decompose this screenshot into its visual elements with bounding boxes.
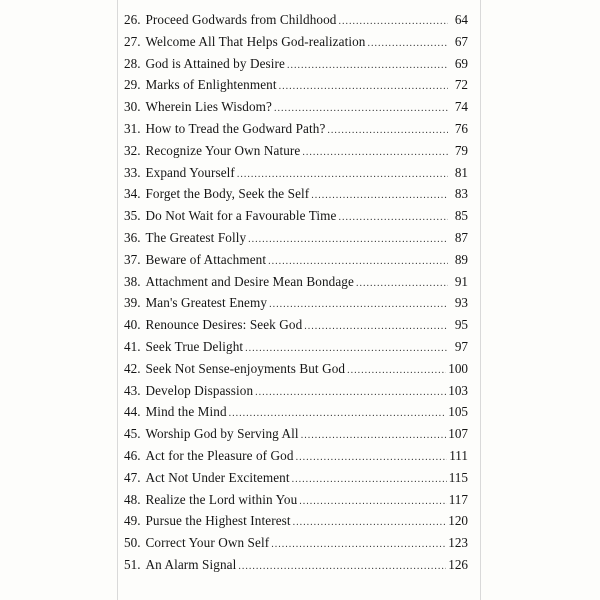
toc-dot-leader: [338, 212, 448, 223]
toc-dot-leader: [338, 16, 448, 27]
toc-entry: [124, 252, 468, 274]
toc-dot-leader: [356, 278, 448, 289]
toc-entry-page-number: 83: [454, 186, 468, 202]
toc-entry-page-number: 111: [449, 447, 468, 463]
toc-entry-number: 32.: [124, 142, 141, 158]
toc-dot-leader: [347, 365, 446, 376]
toc-entry: [124, 492, 468, 514]
toc-entry-page-number: 95: [454, 317, 468, 333]
toc-entry-number: 35.: [124, 208, 141, 224]
toc-entry-page-number: 87: [454, 229, 468, 245]
page-left-edge: [117, 0, 118, 600]
toc-entry-title: Attachment and Desire Mean Bondage: [145, 273, 354, 289]
toc-entry-page-number: 126: [448, 556, 468, 572]
toc-entry: [124, 230, 468, 252]
toc-entry-number: 27.: [124, 33, 141, 49]
toc-entry-number: 43.: [124, 382, 141, 398]
toc-dot-leader: [238, 561, 446, 572]
toc-dot-leader: [229, 408, 447, 419]
toc-entry-number: 45.: [124, 426, 141, 442]
toc-entry-page-number: 85: [454, 208, 468, 224]
toc-entry-title: Recognize Your Own Nature: [145, 142, 301, 158]
toc-entry-number: 42.: [124, 360, 141, 376]
toc-entry: [124, 295, 468, 317]
toc-entry-number: 37.: [124, 251, 141, 267]
toc-entry-title: Act for the Pleasure of God: [145, 447, 294, 463]
toc-entry-title: Welcome All That Helps God-realization: [145, 33, 366, 49]
toc-dot-leader: [301, 430, 447, 441]
toc-entry-number: 46.: [124, 447, 141, 463]
toc-entry-number: 33.: [124, 164, 141, 180]
toc-dot-leader: [274, 103, 448, 114]
toc-entry-title: God is Attained by Desire: [145, 55, 285, 71]
toc-entry-title: Wherein Lies Wisdom?: [145, 99, 272, 115]
toc-entry-title: Man's Greatest Enemy: [145, 295, 268, 311]
toc-entry-title: Worship God by Serving All: [145, 426, 299, 442]
toc-entry-number: 39.: [124, 295, 141, 311]
toc-entry: [124, 56, 468, 78]
toc-entry-page-number: 123: [448, 535, 468, 551]
toc-dot-leader: [287, 60, 448, 71]
table-of-contents: [124, 12, 468, 579]
toc-dot-leader: [255, 387, 446, 398]
toc-entry: [124, 361, 468, 383]
toc-entry-number: 49.: [124, 513, 141, 529]
toc-entry-number: 44.: [124, 404, 141, 420]
toc-entry-number: 40.: [124, 317, 141, 333]
toc-entry-page-number: 91: [454, 273, 468, 289]
toc-dot-leader: [248, 234, 448, 245]
toc-dot-leader: [327, 125, 448, 136]
toc-entry-number: 29.: [124, 77, 141, 93]
toc-entry-title: The Greatest Folly: [145, 229, 247, 245]
toc-entry-page-number: 69: [454, 55, 468, 71]
page-right-edge: [480, 0, 481, 600]
toc-entry: [124, 339, 468, 361]
toc-entry-title: Realize the Lord within You: [145, 491, 298, 507]
toc-entry-page-number: 81: [454, 164, 468, 180]
toc-entry-title: Beware of Attachment: [145, 251, 267, 267]
toc-entry: [124, 535, 468, 557]
toc-entry: [124, 165, 468, 187]
toc-entry: [124, 383, 468, 405]
toc-entry-page-number: 64: [454, 12, 468, 27]
toc-entry-page-number: 67: [454, 33, 468, 49]
toc-entry: [124, 143, 468, 165]
toc-dot-leader: [292, 474, 447, 485]
toc-dot-leader: [296, 452, 448, 463]
toc-entry: [124, 557, 468, 579]
toc-entry-number: 41.: [124, 338, 141, 354]
toc-entry-page-number: 117: [448, 491, 468, 507]
toc-dot-leader: [269, 299, 448, 310]
toc-entry: [124, 404, 468, 426]
toc-entry-number: 30.: [124, 99, 141, 115]
toc-entry: [124, 121, 468, 143]
toc-entry-title: Correct Your Own Self: [145, 535, 270, 551]
toc-entry-page-number: 107: [448, 426, 468, 442]
toc-dot-leader: [311, 190, 448, 201]
toc-entry-number: 47.: [124, 469, 141, 485]
toc-entry-title: Proceed Godwards from Childhood: [145, 12, 337, 27]
toc-entry: [124, 12, 468, 34]
toc-entry-number: 38.: [124, 273, 141, 289]
toc-entry-number: 28.: [124, 55, 141, 71]
toc-entry-number: 26.: [124, 12, 141, 27]
toc-entry-title: Seek True Delight: [145, 338, 244, 354]
toc-entry-title: Seek Not Sense-enjoyments But God: [145, 360, 346, 376]
toc-entry-page-number: 93: [454, 295, 468, 311]
toc-entry: [124, 77, 468, 99]
toc-dot-leader: [245, 343, 448, 354]
toc-entry: [124, 513, 468, 535]
toc-entry-number: 50.: [124, 535, 141, 551]
toc-entry-page-number: 120: [448, 513, 468, 529]
toc-entry-page-number: 103: [448, 382, 468, 398]
toc-entry-number: 48.: [124, 491, 141, 507]
toc-entry-title: Renounce Desires: Seek God: [145, 317, 303, 333]
toc-entry-title: How to Tread the Godward Path?: [145, 120, 326, 136]
toc-entry-title: Expand Yourself: [145, 164, 235, 180]
toc-dot-leader: [299, 496, 446, 507]
toc-entry: [124, 274, 468, 296]
toc-entry-page-number: 105: [448, 404, 468, 420]
toc-entry-page-number: 72: [454, 77, 468, 93]
toc-entry-page-number: 100: [448, 360, 468, 376]
toc-dot-leader: [268, 256, 448, 267]
toc-dot-leader: [279, 81, 448, 92]
toc-entry-number: 31.: [124, 120, 141, 136]
toc-entry-title: Pursue the Highest Interest: [145, 513, 291, 529]
toc-dot-leader: [304, 321, 448, 332]
toc-entry-page-number: 76: [454, 120, 468, 136]
toc-entry-title: Develop Dispassion: [145, 382, 254, 398]
toc-entry-title: Act Not Under Excitement: [145, 469, 290, 485]
toc-dot-leader: [271, 539, 446, 550]
toc-entry-title: Do Not Wait for a Favourable Time: [145, 208, 337, 224]
toc-entry-page-number: 115: [448, 469, 468, 485]
toc-entry: [124, 99, 468, 121]
toc-entry: [124, 186, 468, 208]
toc-entry: [124, 317, 468, 339]
toc-entry-page-number: 89: [454, 251, 468, 267]
toc-entry: [124, 426, 468, 448]
toc-entry: [124, 208, 468, 230]
toc-entry: [124, 448, 468, 470]
toc-dot-leader: [237, 169, 448, 180]
toc-entry: [124, 34, 468, 56]
toc-entry-title: Mind the Mind: [145, 404, 227, 420]
toc-entry-number: 51.: [124, 556, 141, 572]
toc-dot-leader: [368, 38, 448, 49]
toc-dot-leader: [293, 517, 447, 528]
toc-dot-leader: [302, 147, 448, 158]
toc-entry-title: An Alarm Signal: [145, 556, 237, 572]
toc-entry-number: 36.: [124, 229, 141, 245]
toc-entry-title: Marks of Enlightenment: [145, 77, 277, 93]
toc-entry-number: 34.: [124, 186, 141, 202]
toc-entry-page-number: 74: [454, 99, 468, 115]
toc-entry-page-number: 79: [454, 142, 468, 158]
toc-entry-title: Forget the Body, Seek the Self: [145, 186, 310, 202]
toc-entry-page-number: 97: [454, 338, 468, 354]
toc-entry: [124, 470, 468, 492]
